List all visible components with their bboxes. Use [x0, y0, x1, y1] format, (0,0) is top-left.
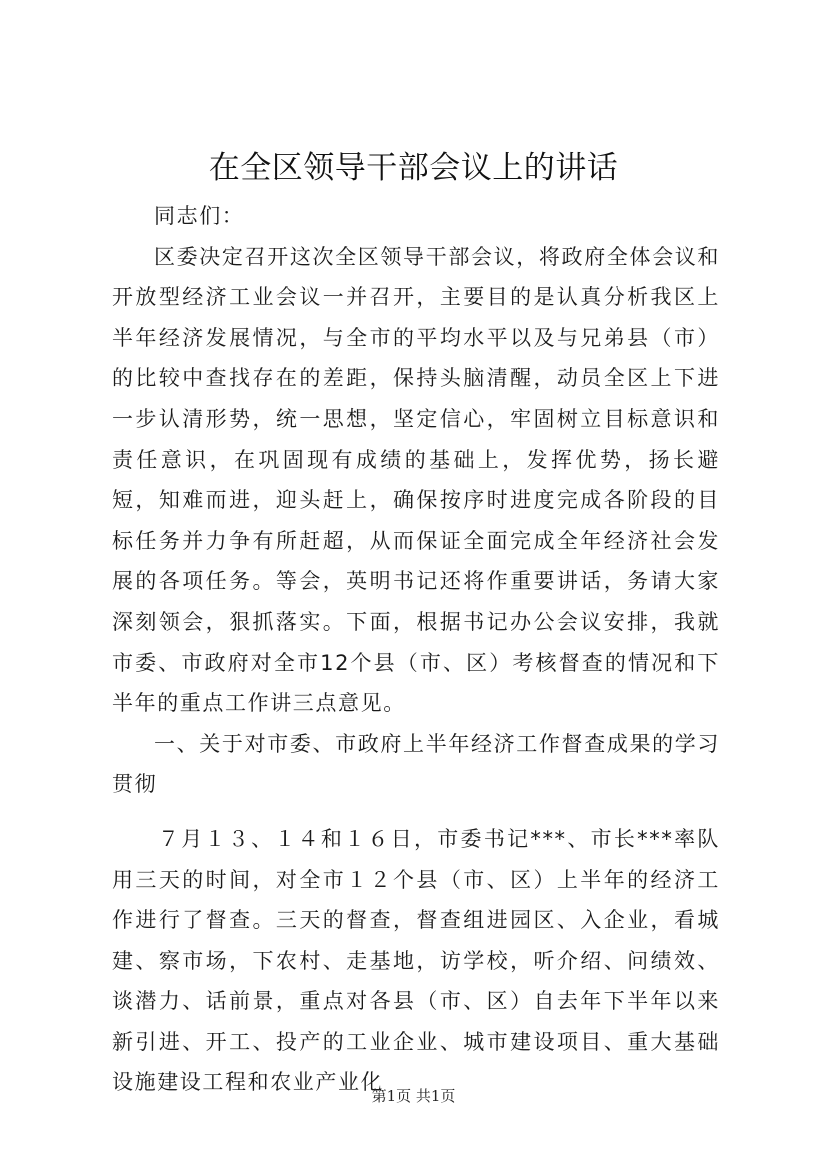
document-title: 在全区领导干部会议上的讲话 [208, 150, 619, 186]
page-footer: 第1页 共1页 [371, 1087, 456, 1105]
salutation: 同志们： [154, 204, 245, 228]
body-paragraph-intro: 区委决定召开这次全区领导干部会议，将政府全体会议和开放型经济工业会议一并召开，主要目的是认真分析我区上半年经济发展情况，与全市的平均水平以及与兄弟县（市）的比较中查找存在的差距，保持头脑清醒，动员全区上下进一步认清形势，统一思想，坚定信心，牢固树立目标意识和责任意识，在巩固现有成绩的基础上，发挥优势，扬长避短，知难而进，迎头赶上，确保按序时进度完成各阶段的目标任务并力争有所赶超，从而保证全面完成全年经济社会发展的各项任务。等会，英明书记还将作重要讲话，务请大家深刻领会，狠抓落实。下面，根据书记办公会议安排，我就市委、市政府对全市12个县（市、区）考核督查的情况和下半年的重点工作讲三点意见。 [112, 244, 720, 716]
body-paragraph-inspection: ７月１３、１４和１６日，市委书记***、市长***率队用三天的时间，对全市１２个县（市、区）上半年的经济工作进行了督查。三天的督查，督查组进园区、入企业，看城建、察市场，下农村、走基地，访学校，听介绍、问绩效、谈潜力、话前景，重点对各县（市、区）自去年下半年以来新引进、开工、投产的工业企业、城市建设项目、重大基础设施建设工程和农业产业化 [112, 826, 720, 1095]
section-heading-one: 一、关于对市委、市政府上半年经济工作督查成果的学习贯彻 [112, 731, 720, 797]
document-body [112, 196, 720, 1103]
